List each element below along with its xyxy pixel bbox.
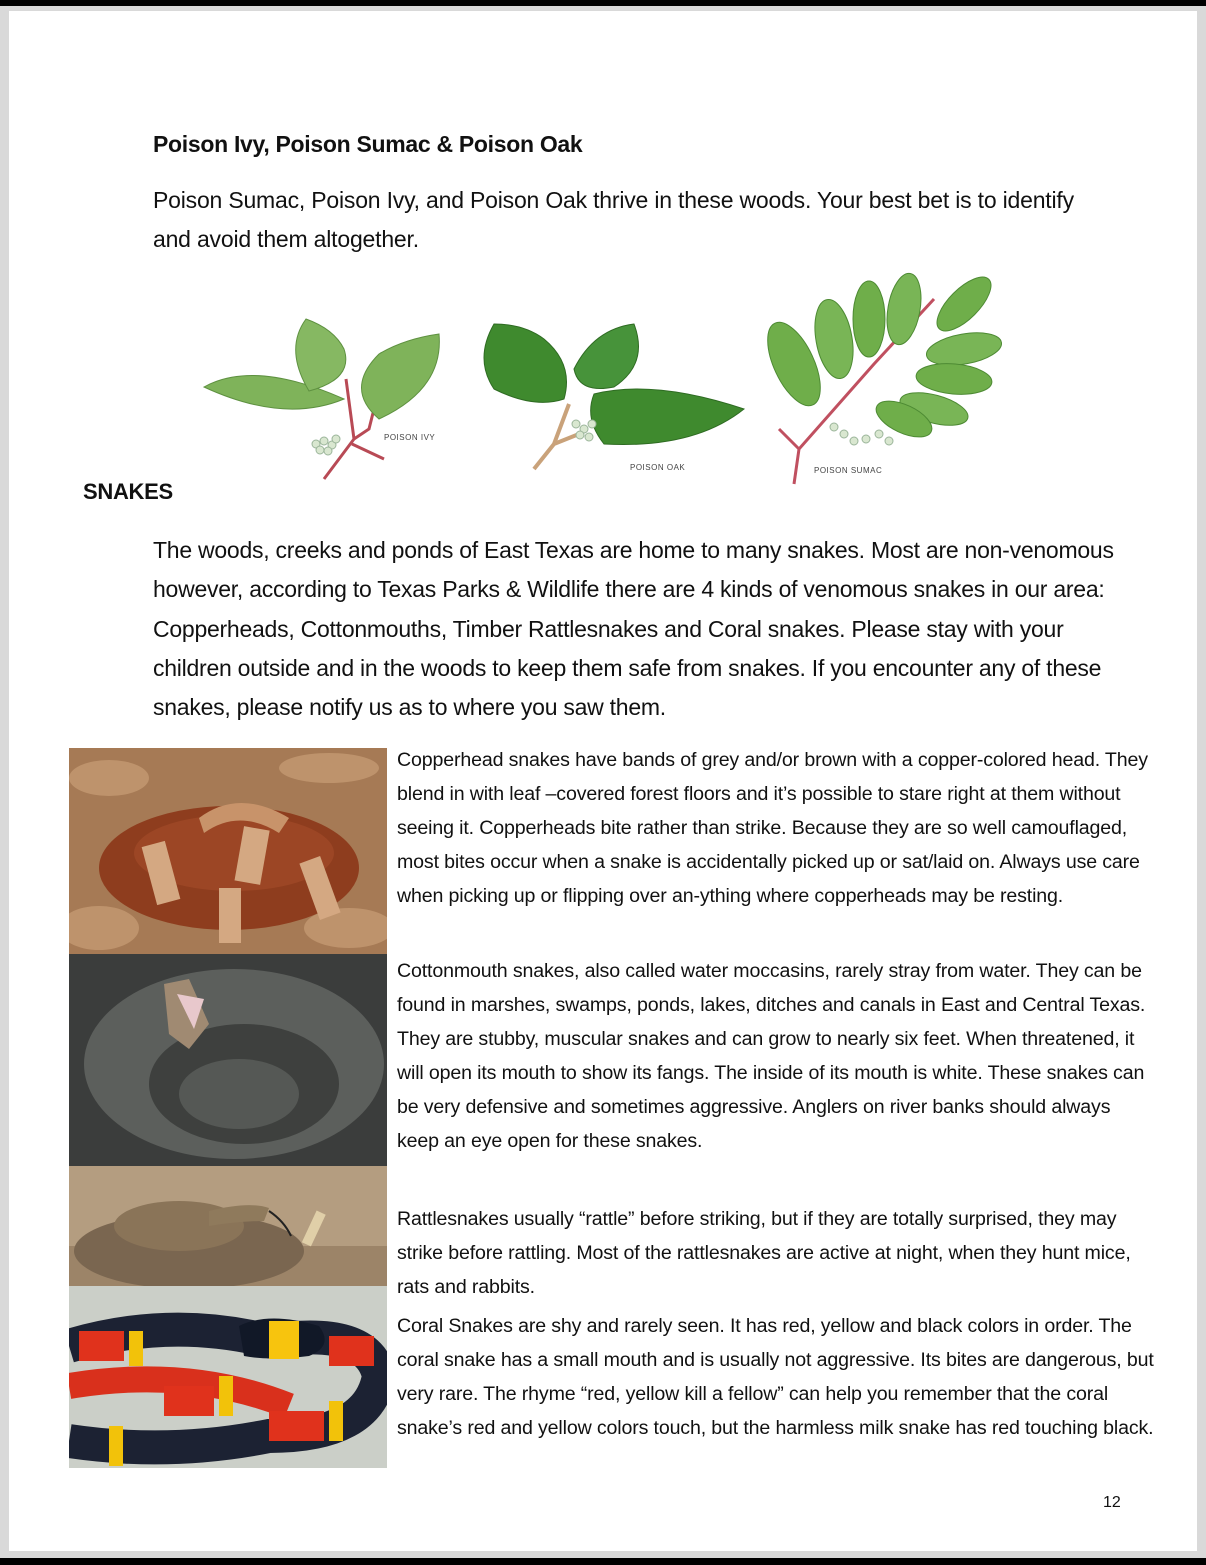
rattlesnake-photo <box>69 1166 387 1286</box>
poison-plants-heading: Poison Ivy, Poison Sumac & Poison Oak <box>153 131 583 157</box>
poison-ivy-label: POISON IVY <box>384 433 436 442</box>
document-viewer-frame <box>0 6 1206 1558</box>
snakes-intro-paragraph: The woods, creeks and ponds of East Texas are home to many snakes. Most are non-venomous however, according to Texas Parks & Wildlife there are 4 kinds of venomous snakes in our area: Copperheads, Cottonmouths, Timber Rattlesnakes and Coral snakes. Please stay with your children outside and in the woods to keep them safe from snakes. If you encounter any of these snakes, please notify us as to where you saw them. <box>153 537 1114 721</box>
poison-sumac-illustration <box>757 269 1004 484</box>
snake-photo-column <box>69 748 387 1468</box>
snakes-heading: SNAKES <box>83 479 173 504</box>
poison-sumac-label: POISON SUMAC <box>814 466 883 475</box>
poison-oak-label: POISON OAK <box>630 463 686 472</box>
coral-snake-photo <box>69 1286 387 1468</box>
cottonmouth-photo <box>69 954 387 1166</box>
page-number: 12 <box>1103 1494 1121 1511</box>
poison-oak-illustration <box>484 324 744 472</box>
poison-ivy-illustration <box>204 319 439 479</box>
document-page <box>9 11 1197 1551</box>
poison-plants-illustration <box>194 269 1034 491</box>
copperhead-photo <box>69 748 387 954</box>
coral-snake-description: Coral Snakes are shy and rarely seen. It has red, yellow and black colors in order. The coral snake has a small mouth and is usually not aggressive. Its bites are dangerous, but very rare. The rhyme “red, yellow kill a fellow” can help you remember that the coral snake’s red and yellow colors touch, but the harmless milk snake has red touching black. <box>397 1315 1154 1439</box>
poison-plants-paragraph: Poison Sumac, Poison Ivy, and Poison Oak thrive in these woods. Your best bet is to identify and avoid them altogether. <box>153 187 1074 252</box>
copperhead-description: Copperhead snakes have bands of grey and/or brown with a copper-colored head. They blend in with leaf –covered forest floors and it’s possible to stare right at them without seeing it. Copperheads bite rather than strike. Because they are so well camouflaged, most bites occur when a snake is accidentally picked up or sat/laid on. Always use care when picking up or flipping over an-ything where copperheads may be resting. <box>397 749 1148 907</box>
cottonmouth-description: Cottonmouth snakes, also called water moccasins, rarely stray from water. They can be found in marshes, swamps, ponds, lakes, ditches and canals in East and Central Texas. They are stubby, muscular snakes and can grow to nearly six feet. When threatened, it will open its mouth to show its fangs. The inside of its mouth is white. These snakes can be very defensive and sometimes aggressive. Anglers on river banks should always keep an eye open for these snakes. <box>397 960 1146 1152</box>
rattlesnake-description: Rattlesnakes usually “rattle” before striking, but if they are totally surprised, they may strike before rattling. Most of the rattlesnakes are active at night, when they hunt mice, rats and rabbits. <box>397 1208 1131 1298</box>
